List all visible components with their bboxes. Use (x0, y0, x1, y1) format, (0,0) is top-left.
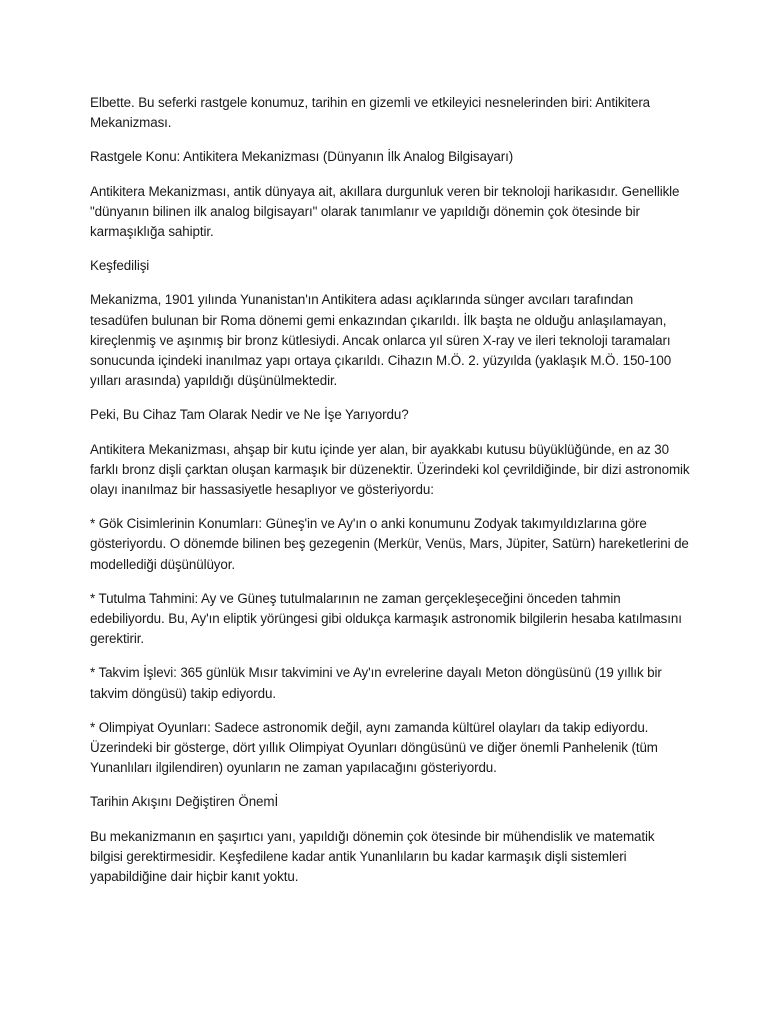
bullet-olympic-games: * Olimpiyat Oyunları: Sadece astronomik değil, aynı zamanda kültürel olayları da takip ediyordu. Üzerindeki bir gösterge, dört yıllık Olimpiyat Oyunları döngüsünü ve diğer önemli Panhelenik (tüm Yunanlıları ilgilendiren) oyunların ne zaman yapılacağını gösteriyordu. (90, 719, 658, 776)
importance-heading: Tarihin Akışını Değiştiren Önemİ (90, 794, 279, 810)
bullet-eclipse-prediction: * Tutulma Tahmini: Ay ve Güneş tutulmalarının ne zaman gerçekleşeceğini önceden tahmin edebiliyordu. Bu, Ay'ın eliptik yörüngesi gibi oldukça karmaşık astronomik bilgilerin hesaba katılmasını gerektirir. (90, 590, 682, 647)
intro-paragraph: Elbette. Bu seferki rastgele konumuz, tarihin en gizemli ve etkileyici nesnelerinden biri: Antikitera Mekanizması. (90, 95, 651, 131)
discovery-paragraph: Mekanizma, 1901 yılında Yunanistan'ın Antikitera adası açıklarında sünger avcıları tarafından tesadüfen bulunan bir Roma dönemi gemi enkazından çıkarıldı. İlk başta ne olduğu anlaşılamayan, kireçlenmiş ve aşınmış bir bronz kütlesiydi. Ancak onlarca yıl süren X-ray ve ileri teknoloji taramaları sonucunda içindeki inanılmaz yapı ortaya çıkarıldı. Cihazın M.Ö. 2. yüzyılda (yaklaşık M.Ö. 150-100 yılları arasında) yapıldığı düşünülmektedir. (90, 292, 672, 389)
topic-heading: Rastgele Konu: Antikitera Mekanizması (Dünyanın İlk Analog Bilgisayarı) (90, 149, 514, 165)
bullet-celestial-positions: * Gök Cisimlerinin Konumları: Güneş'in ve Ay'ın o anki konumunu Zodyak takımyıldızlarına göre gösteriyordu. O dönemde bilinen beş gezegenin (Merkür, Venüs, Mars, Jüpiter, Satürn) hareketlerini de modellediği düşünülüyor. (90, 516, 689, 572)
importance-paragraph: Bu mekanizmanın en şaşırtıcı yanı, yapıldığı dönemin çok ötesinde bir mühendislik ve matematik bilgisi gerektirmesidir. Keşfedilene kadar antik Yunanlıların bu kadar karmaşık dişli sistemleri yapabildiğine dair hiçbir kanıt yoktu. (90, 828, 655, 885)
document-body (90, 93, 690, 901)
bullet-calendar-function: * Takvim İşlevi: 365 günlük Mısır takvimini ve Ay'ın evrelerine dayalı Meton döngüsünü (19 yıllık bir takvim döngüsü) takip ediyordu. (90, 665, 662, 701)
discovery-heading: Keşfedilişi (90, 258, 150, 274)
purpose-paragraph: Antikitera Mekanizması, ahşap bir kutu içinde yer alan, bir ayakkabı kutusu büyüklüğünde, en az 30 farklı bronz dişli çarktan oluşan karmaşık bir düzenektir. Üzerindeki kol çevrildiğinde, bir dizi astronomik olayı inanılmaz bir hassasiyetle hesaplıyor ve gösteriyordu: (90, 441, 690, 498)
summary-paragraph: Antikitera Mekanizması, antik dünyaya ait, akıllara durgunluk veren bir teknoloji harikasıdır. Genellikle "dünyanın bilinen ilk analog bilgisayarı" olarak tanımlanır ve yapıldığı dönemin çok ötesinde bir karmaşıklığa sahiptir. (90, 183, 680, 240)
purpose-heading: Peki, Bu Cihaz Tam Olarak Nedir ve Ne İşe Yarıyordu? (90, 407, 409, 423)
